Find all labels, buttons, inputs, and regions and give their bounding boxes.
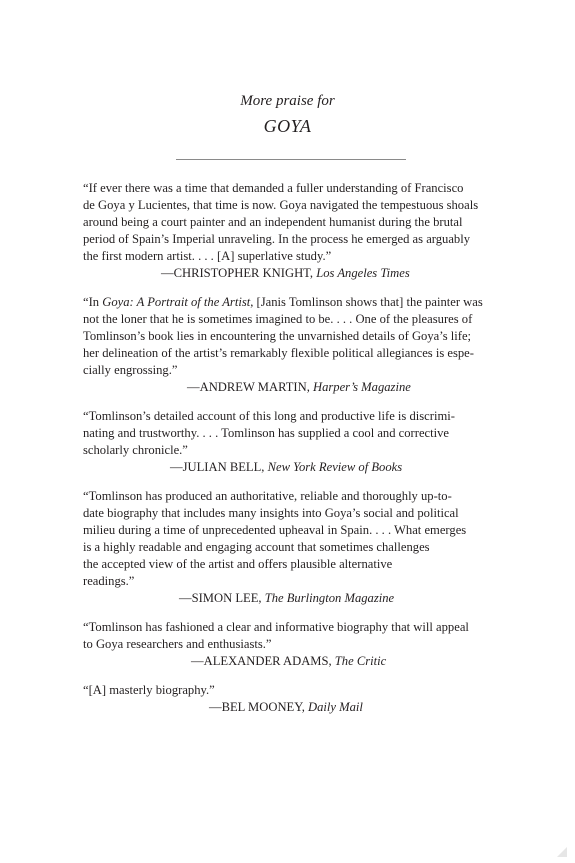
quote-line: de Goya y Lucientes, that time is now. Goya navigated the tempestuous shoals: [83, 198, 479, 212]
quote-line: period of Spain’s Imperial unraveling. In the process he emerged as arguably: [83, 232, 471, 246]
book-title-reference: Goya: A Portrait of the Artist: [102, 295, 251, 309]
quote-author: —ANDREW MARTIN,: [187, 380, 313, 394]
quote-text: [83, 294, 503, 379]
divider-rule: [176, 159, 406, 160]
quote-line: cially engrossing.”: [83, 363, 178, 377]
quote-line: Tomlinson’s book lies in encountering the unvarnished details of Goya’s life;: [83, 329, 472, 343]
quote-block: [83, 180, 503, 282]
quote-line: to Goya researchers and enthusiasts.”: [83, 637, 272, 651]
quote-text: [83, 180, 503, 265]
quote-attribution: [83, 590, 503, 607]
quote-text: [83, 619, 503, 653]
quote-attribution: [83, 459, 503, 476]
quote-block: [83, 682, 503, 716]
quote-line-suffix: , [Janis Tomlinson shows that] the painter was: [250, 295, 483, 309]
quote-line: “[A] masterly biography.”: [83, 683, 215, 697]
quote-author: —SIMON LEE,: [179, 591, 265, 605]
quote-publication: Daily Mail: [308, 700, 363, 714]
quote-line: around being a court painter and an independent humanist during the brutal: [83, 215, 463, 229]
praise-subtitle: More praise for: [240, 93, 335, 109]
quote-line: scholarly chronicle.”: [83, 443, 188, 457]
quote-line: the accepted view of the artist and offers plausible alternative: [83, 557, 393, 571]
quote-attribution: [83, 379, 503, 396]
quote-publication: Harper’s Magazine: [313, 380, 411, 394]
quote-line: nating and trustworthy. . . . Tomlinson has supplied a cool and corrective: [83, 426, 450, 440]
quote-publication: Los Angeles Times: [316, 266, 410, 280]
book-title: GOYA: [263, 116, 312, 136]
quote-line: the first modern artist. . . . [A] superlative study.”: [83, 249, 332, 263]
quote-line: milieu during a time of unprecedented upheaval in Spain. . . . What emerges: [83, 523, 467, 537]
quote-line: “Tomlinson has produced an authoritative, reliable and thoroughly up-to-: [83, 489, 452, 503]
quote-attribution: [83, 265, 503, 282]
quote-publication: The Critic: [334, 654, 387, 668]
quote-block: [83, 488, 503, 607]
praise-quotes: [83, 180, 503, 728]
quote-publication: The Burlington Magazine: [264, 591, 395, 605]
page-curl-icon: [553, 843, 567, 857]
quote-line: not the loner that he is sometimes imagined to be. . . . One of the pleasures of: [83, 312, 473, 326]
quote-line: her delineation of the artist’s remarkably flexible political allegiances is espe-: [83, 346, 474, 360]
quote-text: [83, 682, 503, 699]
quote-line: “If ever there was a time that demanded a fuller understanding of Francisco: [83, 181, 464, 195]
quote-line: “Tomlinson’s detailed account of this long and productive life is discrimi-: [83, 409, 455, 423]
quote-author: —ALEXANDER ADAMS,: [191, 654, 335, 668]
quote-text: [83, 408, 503, 459]
quote-line: date biography that includes many insights into Goya’s social and political: [83, 506, 459, 520]
quote-line-prefix: “In: [83, 295, 103, 309]
quote-block: [83, 619, 503, 670]
quote-author: —BEL MOONEY,: [209, 700, 309, 714]
quote-author: —JULIAN BELL,: [170, 460, 268, 474]
quote-attribution: [83, 653, 503, 670]
quote-attribution: [83, 699, 503, 716]
quote-text: [83, 488, 503, 590]
quote-block: [83, 294, 503, 396]
quote-line: is a highly readable and engaging account that sometimes challenges: [83, 540, 430, 554]
quote-block: [83, 408, 503, 476]
quote-author: —CHRISTOPHER KNIGHT,: [161, 266, 317, 280]
quote-line: “Tomlinson has fashioned a clear and informative biography that will appeal: [83, 620, 469, 634]
quote-line: [83, 294, 503, 311]
quote-publication: New York Review of Books: [267, 460, 403, 474]
quote-line: readings.”: [83, 574, 135, 588]
